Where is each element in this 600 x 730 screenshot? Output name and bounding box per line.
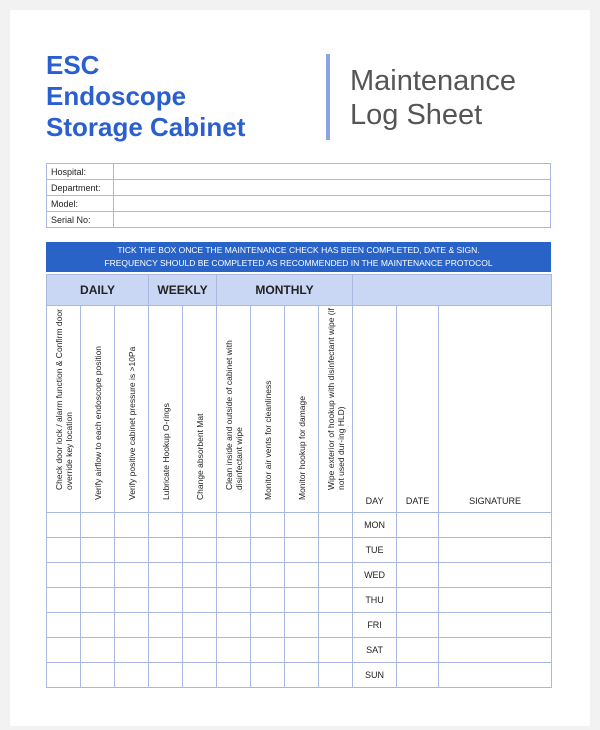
department-field[interactable]	[114, 180, 551, 196]
checkbox-cell[interactable]	[47, 538, 81, 563]
info-label: Department:	[47, 180, 114, 196]
checkbox-cell[interactable]	[251, 538, 285, 563]
task-label: Lubricate Hookup O-rings	[160, 403, 171, 500]
day-row	[47, 588, 552, 613]
date-cell[interactable]	[397, 663, 439, 688]
model-field[interactable]	[114, 196, 551, 212]
task-cell	[149, 306, 183, 513]
info-label: Hospital:	[47, 164, 114, 180]
checkbox-cell[interactable]	[47, 613, 81, 638]
task-cell	[81, 306, 115, 513]
checkbox-cell[interactable]	[149, 613, 183, 638]
checkbox-cell[interactable]	[251, 613, 285, 638]
day-row	[47, 538, 552, 563]
checkbox-cell[interactable]	[183, 563, 217, 588]
signature-cell[interactable]	[439, 513, 552, 538]
checkbox-cell[interactable]	[115, 588, 149, 613]
checkbox-cell[interactable]	[319, 563, 353, 588]
task-label: Verify airflow to each endoscope position	[92, 345, 103, 500]
signature-cell[interactable]	[439, 588, 552, 613]
day-rows	[47, 513, 552, 688]
date-column-header: DATE	[397, 306, 439, 513]
checkbox-cell[interactable]	[285, 538, 319, 563]
checkbox-cell[interactable]	[217, 588, 251, 613]
maintenance-grid	[46, 274, 552, 688]
title-divider	[326, 54, 330, 140]
daily-header: DAILY	[47, 275, 149, 306]
checkbox-cell[interactable]	[319, 613, 353, 638]
checkbox-cell[interactable]	[81, 588, 115, 613]
info-table	[46, 163, 551, 228]
subtitle-line-1: Maintenance	[350, 65, 517, 97]
checkbox-cell[interactable]	[81, 613, 115, 638]
monthly-header: MONTHLY	[217, 275, 353, 306]
checkbox-cell[interactable]	[285, 513, 319, 538]
day-row	[47, 513, 552, 538]
task-label: Monitor air vents for cleanliness	[262, 380, 273, 500]
date-cell[interactable]	[397, 638, 439, 663]
document-title	[46, 50, 245, 143]
task-cell	[285, 306, 319, 513]
day-label: THU	[353, 588, 397, 613]
checkbox-cell[interactable]	[251, 638, 285, 663]
day-row	[47, 613, 552, 638]
checkbox-cell[interactable]	[319, 588, 353, 613]
checkbox-cell[interactable]	[115, 513, 149, 538]
checkbox-cell[interactable]	[81, 538, 115, 563]
checkbox-cell[interactable]	[285, 588, 319, 613]
task-label: Clean inside and outside of cabinet with disinfectant wipe	[223, 340, 244, 490]
day-label: SAT	[353, 638, 397, 663]
day-label: SUN	[353, 663, 397, 688]
checkbox-cell[interactable]	[81, 663, 115, 688]
checkbox-cell[interactable]	[217, 613, 251, 638]
instruction-banner	[46, 242, 551, 272]
checkbox-cell[interactable]	[115, 638, 149, 663]
title-line-1: ESC	[46, 50, 100, 80]
checkbox-cell[interactable]	[115, 538, 149, 563]
task-label: Monitor hookup for damage	[296, 396, 307, 500]
checkbox-cell[interactable]	[81, 563, 115, 588]
checkbox-cell[interactable]	[47, 513, 81, 538]
checkbox-cell[interactable]	[251, 663, 285, 688]
info-row-serial	[47, 212, 551, 228]
banner-line-1: TICK THE BOX ONCE THE MAINTENANCE CHECK HAS BEEN COMPLETED, DATE & SIGN.	[117, 245, 480, 255]
checkbox-cell[interactable]	[47, 563, 81, 588]
checkbox-cell[interactable]	[319, 513, 353, 538]
task-cell	[217, 306, 251, 513]
task-cell	[115, 306, 149, 513]
banner-line-2: FREQUENCY SHOULD BE COMPLETED AS RECOMMENDED IN THE MAINTENANCE PROTOCOL	[104, 258, 493, 268]
checkbox-cell[interactable]	[81, 513, 115, 538]
task-label: Check door lock / alarm function & Confirm door override key location	[53, 309, 74, 490]
checkbox-cell[interactable]	[81, 638, 115, 663]
info-row-hospital	[47, 164, 551, 180]
day-label: MON	[353, 513, 397, 538]
checkbox-cell[interactable]	[149, 513, 183, 538]
checkbox-cell[interactable]	[251, 513, 285, 538]
subtitle-line-2: Log Sheet	[350, 99, 483, 131]
checkbox-cell[interactable]	[285, 638, 319, 663]
checkbox-cell[interactable]	[217, 663, 251, 688]
title-line-3: Storage Cabinet	[46, 112, 246, 142]
checkbox-cell[interactable]	[251, 563, 285, 588]
signature-cell[interactable]	[439, 563, 552, 588]
log-sheet-page	[10, 10, 590, 726]
info-label: Model:	[47, 196, 114, 212]
frequency-header-row	[47, 275, 552, 306]
checkbox-cell[interactable]	[183, 588, 217, 613]
day-row	[47, 563, 552, 588]
checkbox-cell[interactable]	[115, 613, 149, 638]
checkbox-cell[interactable]	[285, 663, 319, 688]
checkbox-cell[interactable]	[217, 513, 251, 538]
checkbox-cell[interactable]	[217, 563, 251, 588]
checkbox-cell[interactable]	[47, 663, 81, 688]
checkbox-cell[interactable]	[285, 563, 319, 588]
checkbox-cell[interactable]	[149, 663, 183, 688]
day-label: FRI	[353, 613, 397, 638]
signature-cell[interactable]	[439, 538, 552, 563]
checkbox-cell[interactable]	[149, 588, 183, 613]
checkbox-cell[interactable]	[319, 663, 353, 688]
checkbox-cell[interactable]	[149, 538, 183, 563]
checkbox-cell[interactable]	[149, 638, 183, 663]
checkbox-cell[interactable]	[319, 538, 353, 563]
info-label: Serial No:	[47, 212, 114, 228]
checkbox-cell[interactable]	[217, 638, 251, 663]
info-row-department	[47, 180, 551, 196]
date-cell[interactable]	[397, 513, 439, 538]
checkbox-cell[interactable]	[217, 538, 251, 563]
signature-cell[interactable]	[439, 638, 552, 663]
info-row-model	[47, 196, 551, 212]
signature-cell[interactable]	[439, 613, 552, 638]
document-subtitle	[350, 64, 516, 132]
day-row	[47, 663, 552, 688]
day-label: TUE	[353, 538, 397, 563]
weekly-header: WEEKLY	[149, 275, 217, 306]
signature-column-header: SIGNATURE	[439, 306, 552, 513]
checkbox-cell[interactable]	[183, 538, 217, 563]
task-cell	[183, 306, 217, 513]
checkbox-cell[interactable]	[115, 663, 149, 688]
date-cell[interactable]	[397, 588, 439, 613]
blank-header	[353, 275, 552, 306]
task-cell	[47, 306, 81, 513]
task-label: Wipe exterior of hookup with disinfectant wipe (if not used dur-ing HLD)	[325, 308, 346, 490]
checkbox-cell[interactable]	[183, 513, 217, 538]
title-line-2: Endoscope	[46, 81, 187, 111]
checkbox-cell[interactable]	[319, 638, 353, 663]
checkbox-cell[interactable]	[251, 588, 285, 613]
checkbox-cell[interactable]	[183, 663, 217, 688]
checkbox-cell[interactable]	[149, 563, 183, 588]
day-column-header: DAY	[353, 306, 397, 513]
checkbox-cell[interactable]	[285, 613, 319, 638]
task-cell	[319, 306, 353, 513]
task-row	[47, 306, 552, 513]
hospital-field[interactable]	[114, 164, 551, 180]
signature-cell[interactable]	[439, 663, 552, 688]
date-cell[interactable]	[397, 563, 439, 588]
checkbox-cell[interactable]	[183, 613, 217, 638]
checkbox-cell[interactable]	[47, 638, 81, 663]
task-label: Change absorbent Mat	[194, 413, 205, 500]
date-cell[interactable]	[397, 613, 439, 638]
task-cell	[251, 306, 285, 513]
serial-no-field[interactable]	[114, 212, 551, 228]
task-label: Verify positive cabinet pressure is >10Pa	[126, 346, 137, 500]
day-row	[47, 638, 552, 663]
date-cell[interactable]	[397, 538, 439, 563]
day-label: WED	[353, 563, 397, 588]
checkbox-cell[interactable]	[183, 638, 217, 663]
checkbox-cell[interactable]	[47, 588, 81, 613]
checkbox-cell[interactable]	[115, 563, 149, 588]
